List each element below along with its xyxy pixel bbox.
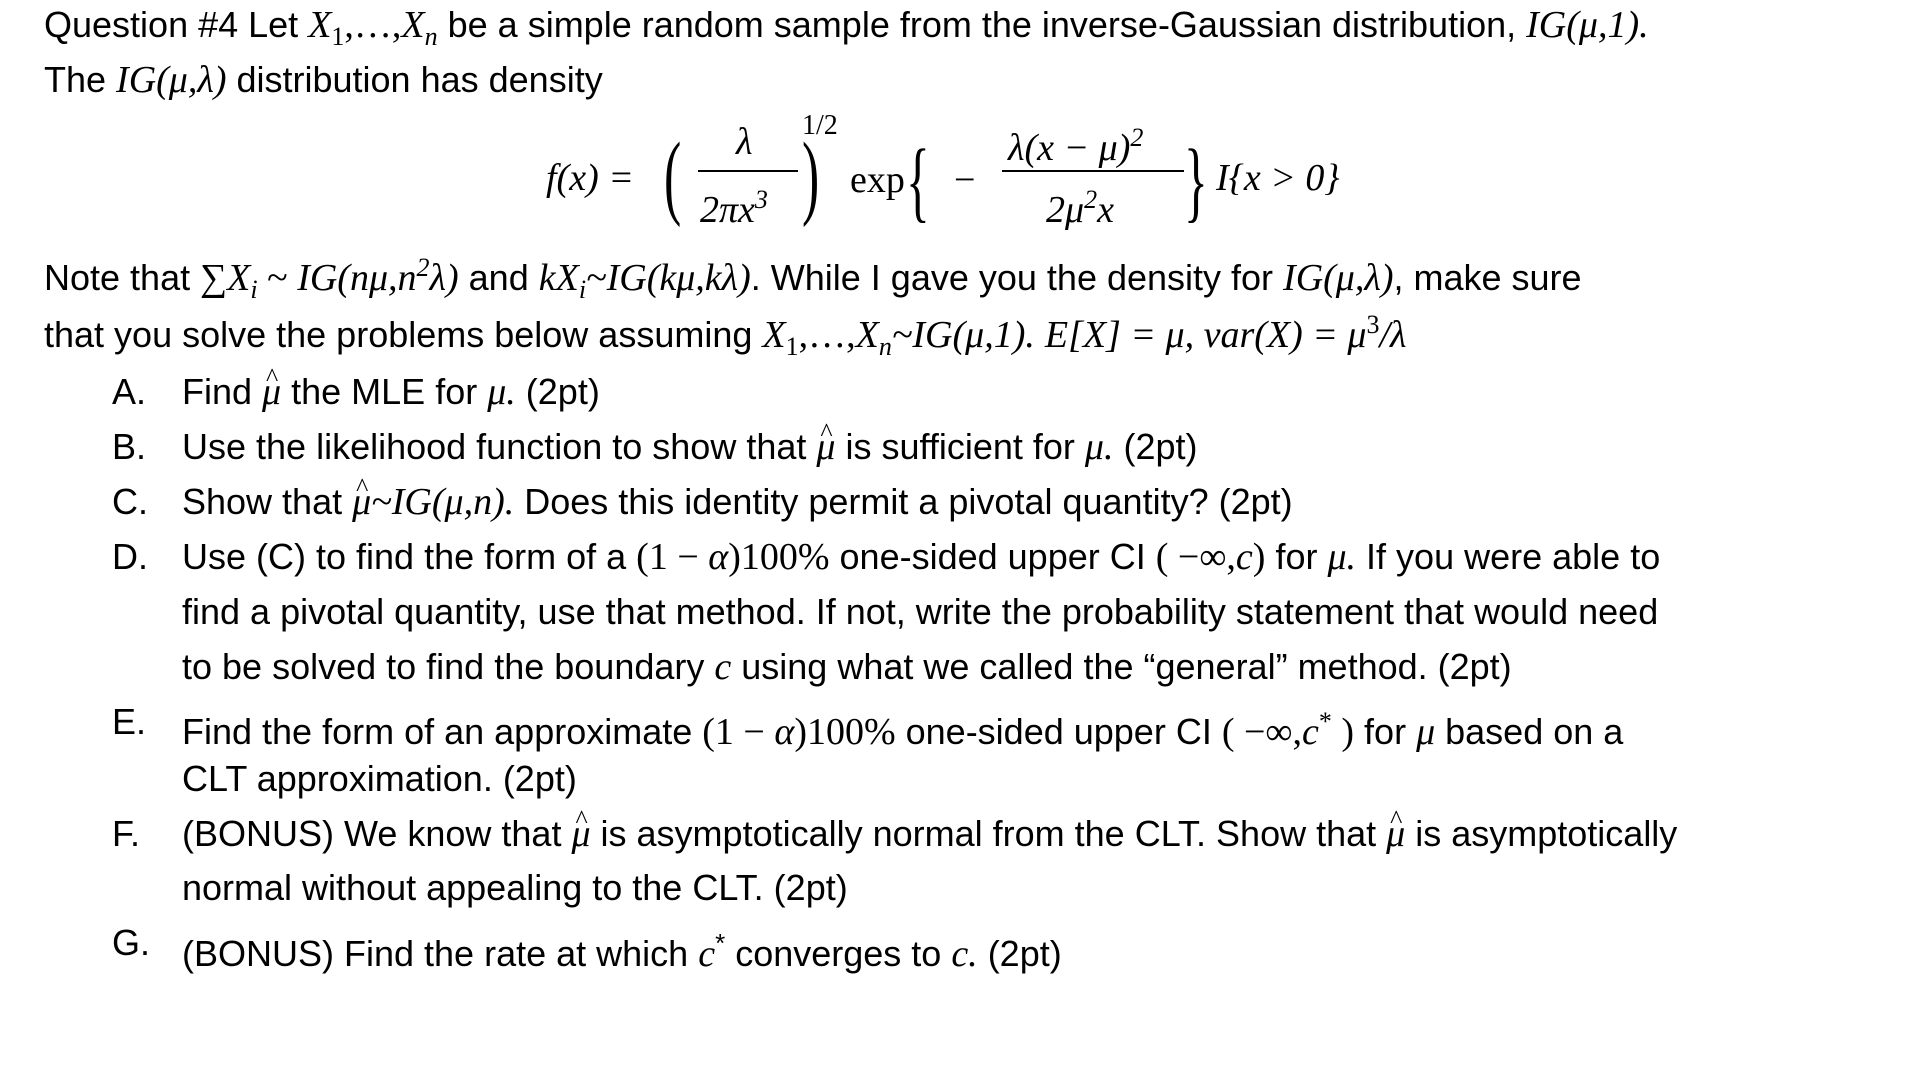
ig-sum-dist: $IG(n\mu,n^2\lambda)$ [297, 253, 459, 299]
sum-expression: $\sum X_i$ [200, 257, 258, 304]
item-e-letter: E. [112, 701, 147, 742]
frac1-denominator: $2\pi x^3$ [700, 185, 768, 231]
paren-right-1: ) [802, 124, 820, 228]
item-d-letter: D. [112, 536, 148, 577]
intro-middle: be a simple random sample from the inverse-Gaussian distribution, [437, 4, 1527, 45]
sample-sub-n: n [424, 22, 438, 51]
sample-sub-1: 1 [331, 22, 345, 51]
density-suffix: distribution has density [226, 59, 603, 100]
frac2-num-exponent: 2 [1130, 123, 1144, 152]
frac2-den-exponent: 2 [1084, 185, 1098, 214]
sample-var: X [308, 4, 332, 46]
frac1-den-exponent: 3 [754, 185, 768, 214]
density-intro-line [44, 58, 603, 102]
item-f-line-2: normal without appealing to the CLT. (2pt) [182, 867, 848, 908]
density-formula [540, 106, 1360, 236]
frac1-bar [698, 170, 798, 172]
assumption-sample: $X_1,\dots,X_n\sim IG(\mu,1)$. [762, 314, 1035, 361]
item-b-text: Use the likelihood function to show that ^ μ is sufficient for μ. (2pt) [182, 425, 1198, 469]
paren-left-1: ( [664, 124, 682, 228]
question-intro-line [44, 3, 1649, 59]
formula-minus: − [954, 159, 976, 201]
power-half: 1/2 [802, 110, 838, 141]
item-b-letter: B. [112, 426, 147, 467]
moments-expression: E[X] = μ, $var(X) = \mu^3/\lambda$ [1044, 310, 1407, 356]
item-a-text: Find ^ μ the MLE for μ. (2pt) [182, 370, 600, 414]
item-d-line-1: Use (C) to find the form of a (1 − α)100% one-sided upper CI ( −∞,c) for μ. If you were able to [182, 536, 1661, 578]
item-a-letter: A. [112, 371, 147, 412]
ig-mu-one: IG(μ,1). [1526, 4, 1649, 46]
frac2-bar [1002, 170, 1184, 172]
note-line-1: Note that $\sum X_i$ ~ $IG(n\mu,n^2\lambda)$ and $kX_i\sim IG(k\mu,k\lambda)$. While I gave you the density for IG(μ,λ), make sure [44, 253, 1582, 304]
exp-word: exp [850, 159, 905, 201]
item-f-line-1: (BONUS) We know that ^ μ is asymptotically normal from the CLT. Show that ^ μ is asymptotically [182, 812, 1677, 856]
item-d-line-2: find a pivotal quantity, use that method. If not, write the probability statement that would need [182, 591, 1659, 632]
formula-lhs: f(x) = [546, 157, 634, 199]
ig-mu-lambda: IG(μ,λ) [116, 59, 227, 101]
frac2-numerator: $\lambda(x - \mu)^2$ [1008, 123, 1144, 169]
item-f-letter: F. [112, 813, 141, 854]
item-c-text: Show that ^ μ~IG(μ,n). Does this identity permit a pivotal quantity? (2pt) [182, 480, 1293, 524]
item-c-letter: C. [112, 481, 148, 522]
sample-ellipsis: ,…, [344, 4, 402, 46]
frac1-numerator: λ [736, 121, 753, 163]
brace-right: } [1184, 132, 1208, 231]
item-e-line-2: CLT approximation. (2pt) [182, 758, 577, 799]
frac2-denominator: $2\mu^2x$ [1046, 185, 1114, 231]
item-d-line-3: to be solved to find the boundary c using what we called the “general” method. (2pt) [182, 646, 1512, 688]
note-line-2: that you solve the problems below assuming $X_1,\dots,X_n\sim IG(\mu,1)$. E[X] = μ, $var(X) = \mu^3/\lambda$ [44, 310, 1407, 361]
item-g-text: (BONUS) Find the rate at which c* converges to c. (2pt) [182, 928, 1062, 975]
item-g-letter: G. [112, 922, 151, 963]
intro-prefix: Question #4 Let [44, 4, 309, 45]
brace-left: { [906, 132, 930, 231]
density-prefix: The [44, 59, 117, 100]
indicator-function: I{x > 0} [1216, 157, 1340, 199]
item-e-line-1: Find the form of an approximate (1 − α)100% one-sided upper CI ( −∞,c* ) for μ based on a [182, 707, 1624, 753]
scaled-dist: $kX_i\sim IG(k\mu,k\lambda)$ [538, 257, 751, 304]
sample-var-n: X [401, 4, 425, 46]
